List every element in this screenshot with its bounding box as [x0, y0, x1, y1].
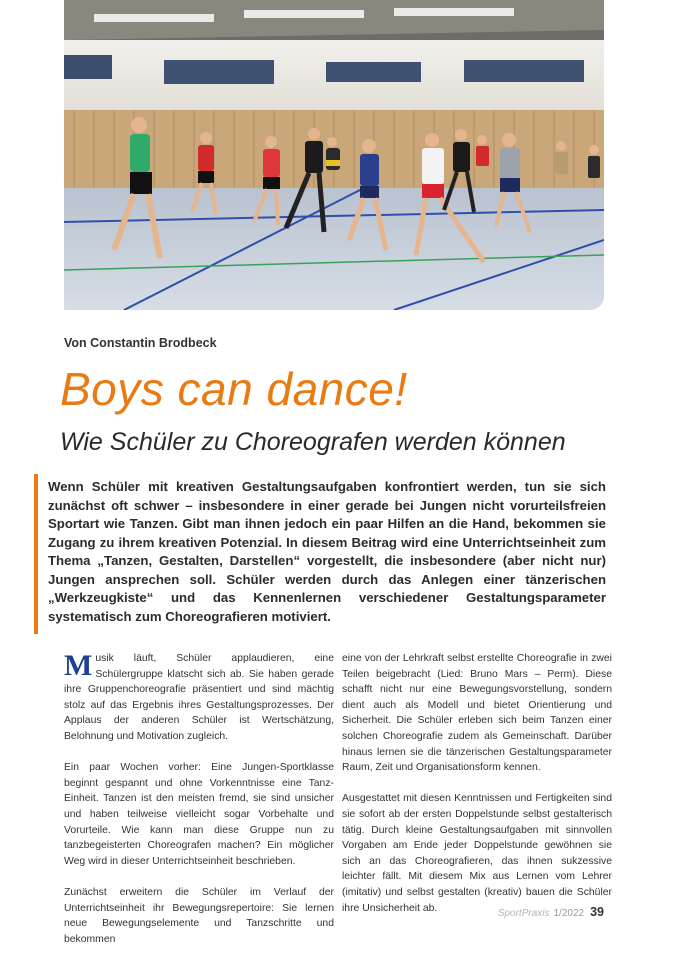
page-number: 39 — [590, 905, 604, 919]
magazine-name: SportPraxis — [497, 908, 550, 919]
article-title: Boys can dance! — [60, 363, 408, 415]
issue-number: 1/2022 — [553, 908, 585, 919]
lead-accent-bar — [34, 474, 38, 634]
body-column-left — [64, 651, 334, 963]
article-subtitle: Wie Schüler zu Choreografen werden können — [60, 428, 566, 456]
hero-photo — [64, 0, 604, 310]
page-footer — [498, 905, 604, 919]
body-paragraph: Zunächst erweitern die Schüler im Verlauf der Unterrichtseinheit ihr Bewegungsrepertoire: Sie lernen neue Bewegungselemente und Tanzschritte und bekommen — [64, 886, 334, 945]
author-byline: Von Constantin Brodbeck — [64, 336, 217, 350]
body-paragraph: Ausgestattet mit diesen Kenntnissen und Fertigkeiten sind sie sofort ab der ersten Doppelstunde selbst gestalterisch tätig. Durch kleine Gestaltungsaufgaben mit sinnvollen Vorgaben am Ende jeder Doppelstunde gewöhnen sie sich an das Choreografieren, das ihnen sukzessive leichter fällt. Mit diesem Mix aus Lernen vom Lehrer (imitativ) und selbst gestalten (kreativ) bauen die Schüler ihre Unsicherheit ab. — [342, 793, 612, 914]
lead-paragraph: Wenn Schüler mit kreativen Gestaltungsaufgaben konfrontiert werden, tun sie sich zunächst oft schwer – insbesondere in einer gerade bei Jungen nicht vorurteilsfreien Sportart wie Tanzen. Gibt man ihnen jedoch ein paar Hilfen an die Hand, bekommen sie Zugang zu ihrem kreativen Potenzial. In diesem Beitrag wird eine Unterrichtseinheit zum Thema „Tanzen, Gestalten, Darstellen“ vorgestellt, die insbesondere (aber nicht nur) Jungen ansprechen soll. Schüler werden durch das Anlegen einer tänzerischen „Werkzeugkiste“ und das Kennenlernen verschiedener Gestaltungsparameter systematisch zum Choreografieren motiviert. — [48, 479, 606, 624]
body-column-right — [342, 651, 612, 932]
body-paragraph: eine von der Lehrkraft selbst erstellte Choreografie in zwei Teilen beigebracht (Lied: Bruno Mars – Perm). Diese schafft nicht nur eine Bewegungsvorstellung, sondern dient auch als Modell und bietet Orientierung und Sicherheit. Die Schüler erleben sich beim Tanzen einer solchen Choreografie zudem als Gemeinschaft. Darüber hinaus lernen sie die tänzerischen Gestaltungsparameter Raum, Zeit und Organisationsform kennen. — [342, 653, 612, 774]
gym-dance-scene — [64, 0, 604, 310]
body-paragraph: Musik läuft, Schüler applaudieren, eine Schülergruppe klatscht sich ab. Sie haben gerade ihre Gruppenchoreografie präsentiert und sind mächtig stolz auf das Ergebnis ihres Gestaltungsprozesses. Der Applaus der anderen Schüler ist Wertschätzung, Belohnung und Motivation zugleich. — [64, 649, 334, 742]
body-paragraph: Ein paar Wochen vorher: Eine Jungen-Sportklasse beginnt gespannt und ohne Vorkenntnisse eine Tanz-Einheit. Tanzen ist den meisten fremd, sie sind unsicher und haben teilweise vielleicht sogar Vorbehalte und Vorurteile. Wie kann man diese Gruppe nun zu tanzbegeisterten Choreografen machen? Ein möglicher Weg wird in dieser Unterrichtseinheit beschrieben. — [64, 762, 334, 867]
drop-cap: M — [64, 649, 93, 682]
